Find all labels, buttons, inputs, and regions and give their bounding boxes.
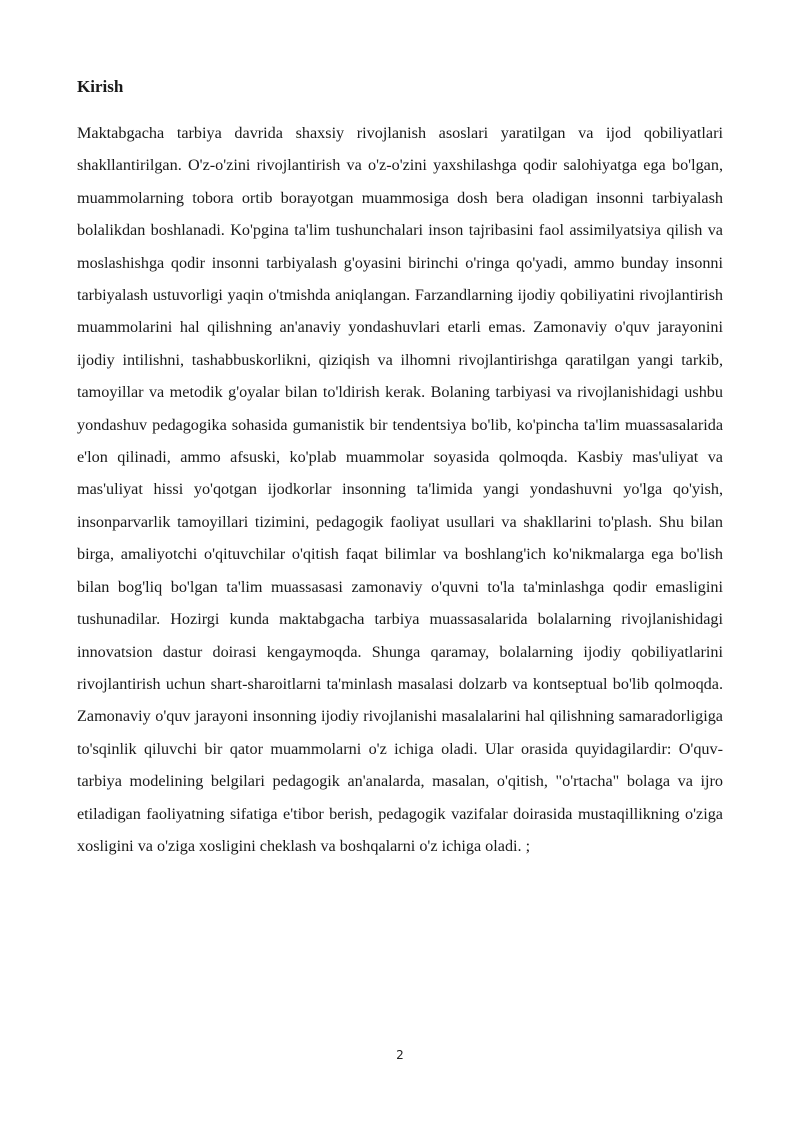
page-number: 2: [396, 1048, 404, 1062]
section-heading: Kirish: [77, 77, 124, 96]
body-paragraph: Maktabgacha tarbiya davrida shaxsiy rivojlanish asoslari yaratilgan va ijod qobiliyatlari shakllantirilgan. O'z-o'zini rivojlantirish va o'z-o'zini yaxshilashga qodir salohiyatga ega bo'lgan, muammolarning tobora ortib borayotgan muammosiga dosh bera oladigan insonni tarbiyalash bolalikdan boshlanadi. Ko'pgina ta'lim tushunchalari inson tajribasini faol assimilyatsiya qilish va moslashishga qodir insonni tarbiyalash g'oyasini birinchi o'ringa qo'yadi, ammo bunday insonni tarbiyalash ustuvorligi yaqin o'tmishda aniqlangan. Farzandlarning ijodiy qobiliyatini rivojlantirish muammolarini hal qilishning an'anaviy yondashuvlari etarli emas. Zamonaviy o'quv jarayonini ijodiy intilishni, tashabbuskorlikni, qiziqish va ilhomni rivojlantirishga qaratilgan yangi tarkib, tamoyillar va metodik g'oyalar bilan to'ldirish kerak. Bolaning tarbiyasi va rivojlanishidagi ushbu yondashuv pedagogika sohasida gumanistik bir tendentsiya bo'lib, ko'pincha ta'lim muassasalarida e'lon qilinadi, ammo afsuski, ko'plab muammolar soyasida qolmoqda. Kasbiy mas'uliyat va mas'uliyat hissi yo'qotgan ijodkorlar insonning ta'limida yangi yondashuvni yo'lga qo'yish, insonparvarlik tamoyillari tizimini, pedagogik faoliyat usullari va shakllarini to'plash. Shu bilan birga, amaliyotchi o'qituvchilar o'qitish faqat bilimlar va boshlang'ich ko'nikmalarga ega bo'lish bilan bog'liq bo'lgan ta'lim muassasasi zamonaviy o'quvni to'la ta'minlashga qodir emasligini tushunadilar. Hozirgi kunda maktabgacha tarbiya muassasalarida bolalarning rivojlanishidagi innovatsion dastur doirasi kengaymoqda. Shunga qaramay, bolalarning ijodiy qobiliyatlarini rivojlantirish uchun shart-sharoitlarni ta'minlash masalasi dolzarb va kontseptual bo'lib qolmoqda. Zamonaviy o'quv jarayoni insonning ijodiy rivojlanishi masalalarini hal qilishning samaradorligiga to'sqinlik qiluvchi bir qator muammolarni o'z ichiga oladi. Ular orasida quyidagilardir: O'quv-tarbiya modelining belgilari pedagogik an'analarda, masalan, o'qitish, "o'rtacha" bolaga va ijro etiladigan faoliyatning sifatiga e'tibor berish, pedagogik vazifalar doirasida mustaqillikning o'ziga xosligini va o'ziga xosligini cheklash va boshqalarni o'z ichiga oladi. ;: [77, 124, 723, 855]
